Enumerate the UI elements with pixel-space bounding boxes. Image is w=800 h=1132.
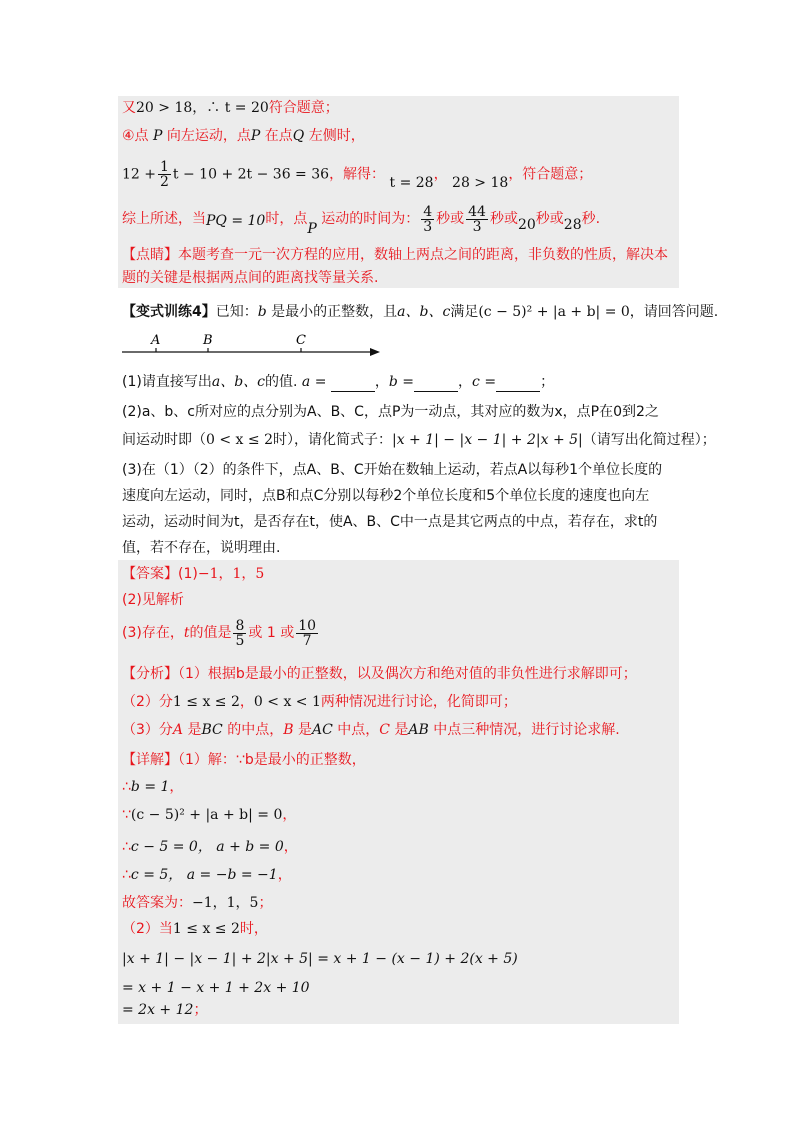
answer-line-2: (2)见解析 <box>122 592 184 608</box>
answer-blank-c[interactable] <box>496 377 540 392</box>
question-2-line-1: (2)a、b、c所对应的点分别为A、B、C，点P为一动点，其对应的数为x，点P在0到2之 <box>122 404 659 420</box>
analysis-1: 【分析】（1）根据b是最小的正整数，以及偶次方和绝对值的非负性进行求解即可； <box>122 666 637 682</box>
question-1: (1)请直接写出a、b、c的值. a = ，b = ，c = ； <box>122 374 555 390</box>
answer-line-1: 【答案】(1)−1，1，5 <box>122 566 265 582</box>
tip-line-2: 题的关键是根据两点间的距离找等量关系. <box>122 270 379 286</box>
question-3-line-3: 运动，运动时间为t，是否存在t，使A、B、C中一点是其它两点的中点，若存在，求t的 <box>122 514 658 530</box>
detail-5: ∴c = 5， a = −b = −1， <box>122 867 292 883</box>
answer-blank-a[interactable] <box>331 377 375 392</box>
detail-9: = x + 1 − x + 1 + 2x + 10 <box>122 980 310 996</box>
detail-2: ∴b = 1， <box>122 779 184 795</box>
answer-blank-b[interactable] <box>414 377 458 392</box>
question-3-line-1: (3)在（1）（2）的条件下，点A、B、C开始在数轴上运动，若点A以每秒1个单位长度的 <box>122 462 663 478</box>
detail-10: = 2x + 12； <box>122 1002 208 1018</box>
problem-title: 【变式训练4】 <box>122 304 216 320</box>
answer-line-3: (3)存在，t的值是 $\frac{8}{5}$ 或 1 或 $\frac{10}{7}$ <box>122 617 317 649</box>
detail-4: ∴c − 5 = 0， a + b = 0， <box>122 839 298 855</box>
detail-1: 【详解】（1）解：∵b是最小的正整数， <box>122 752 366 768</box>
fraction-half: $\frac{1}{2}$ <box>160 159 169 190</box>
detail-8: |x + 1| − |x − 1| + 2|x + 5| = x + 1 − (x − 1) + 2(x + 5) <box>122 951 518 967</box>
question-3-line-2: 速度向左运动，同时，点B和点C分别以每秒2个单位长度和5个单位长度的速度也向左 <box>122 488 650 504</box>
analysis-2: （2）分1 ≤ x ≤ 2，0 < x < 1两种情况进行讨论，化简即可； <box>122 694 517 710</box>
question-2-line-2: 间运动时即（0 < x ≤ 2时），请化简式子：|x + 1| − |x − 1| + 2|x + 5|（请写出化简过程）； <box>122 432 716 448</box>
number-line-arrow <box>370 348 380 356</box>
detail-3: ∵(c − 5)² + |a + b| = 0， <box>122 807 297 823</box>
tip-line-1: 【点睛】本题考查一元一次方程的应用，数轴上两点之间的距离，非负数的性质，解决本 <box>122 247 668 263</box>
solution-line-3: 12 + $\frac{1}{2}$ t − 10 + 2t − 36 = 36，解得： t = 28， 28 > 18，符合题意； <box>122 159 593 191</box>
analysis-3: （3）分A 是BC 的中点，B 是AC 中点，C 是AB 中点三种情况，进行讨论求解. <box>122 722 620 738</box>
detail-7: （2）当1 ≤ x ≤ 2时， <box>122 921 268 937</box>
label-a: A <box>151 333 161 348</box>
solution-line-2: ④点 P 向左运动，点P 在点Q 左侧时， <box>122 128 365 144</box>
question-3-line-4: 值，若不存在，说明理由. <box>122 540 281 556</box>
problem-statement: 【变式训练4】已知：b 是最小的正整数，且a、b、c满足(c − 5)² + |a + b| = 0，请回答问题. <box>122 304 719 320</box>
number-line <box>118 328 388 360</box>
solution-summary: 综上所述，当PQ = 10时，点P 运动的时间为： $\frac{4}{3}$ 秒或 $\frac{44}{3}$ 秒或20秒或28秒. <box>122 203 601 237</box>
label-b: B <box>203 333 213 348</box>
solution-line-1: 又20 > 18，∴ t = 20符合题意； <box>122 100 339 116</box>
label-c: C <box>296 333 306 348</box>
detail-6: 故答案为：−1，1，5； <box>122 895 273 911</box>
